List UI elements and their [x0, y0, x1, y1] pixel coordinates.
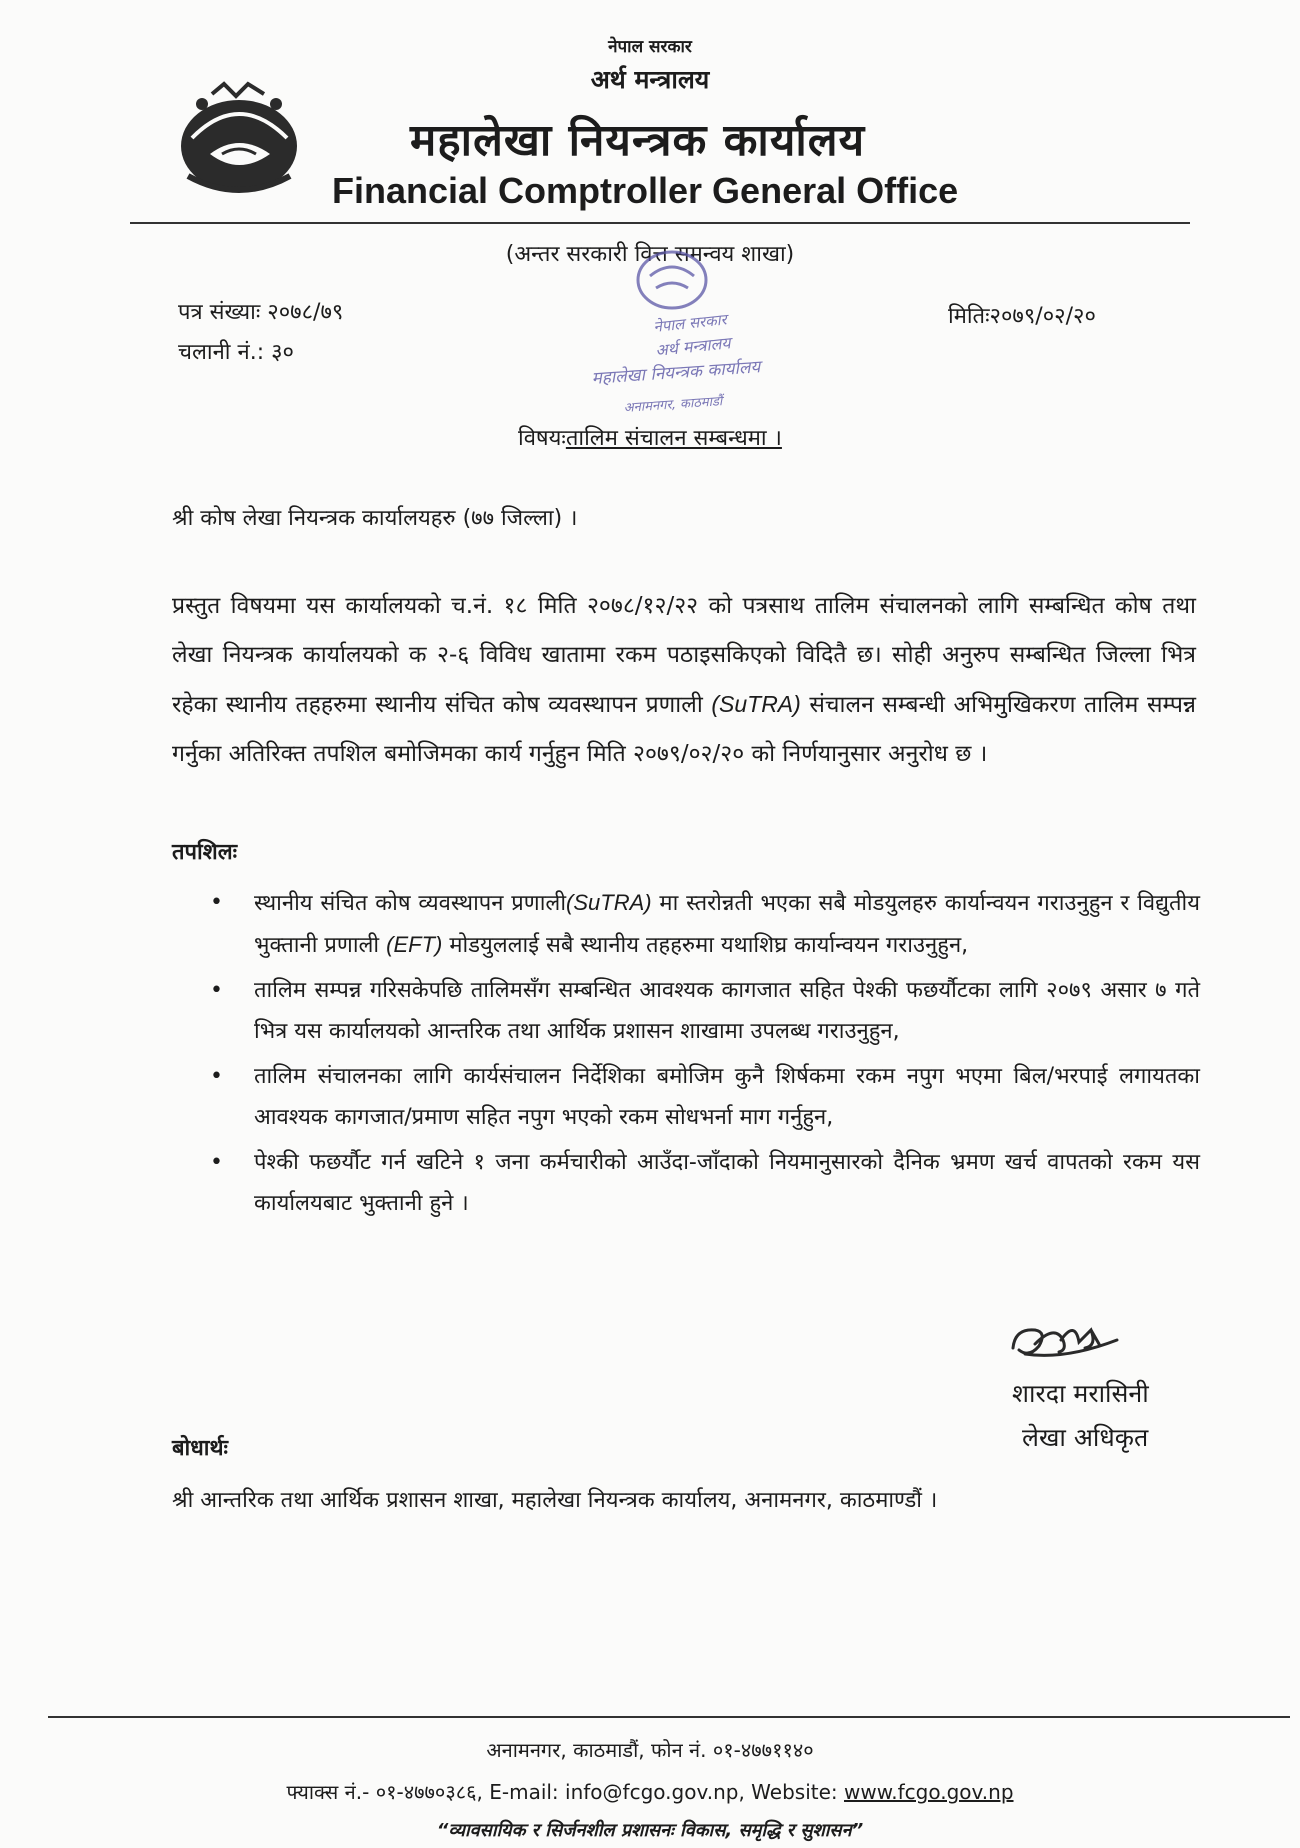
office-name-nepali: महालेखा नियन्त्रक कार्यालय	[410, 115, 866, 166]
stamp-line-1: नेपाल सरकार	[652, 310, 728, 336]
body-text-2: संचालन सम्बन्धी अभिमुखिकरण तालिम सम्पन्न गर्नुका अतिरिक्त तपशिल बमोजिमका कार्य गर्नुहुन मिति २०७९/०२/२० को निर्णयानुसार अनुरोध छ ।	[172, 692, 1196, 767]
bullet-icon: •	[210, 1150, 223, 1175]
dispatch-number: चलानी नं.: ३०	[178, 340, 294, 365]
sutra-acronym: (SuTRA)	[711, 691, 801, 717]
list-item	[210, 1056, 1200, 1138]
addressee: श्री कोष लेखा नियन्त्रक कार्यालयहरु (७७ जिल्ला) ।	[172, 506, 578, 531]
footer-address-phone: अनामनगर, काठमाडौं, फोन नं. ०१-४७७११४०	[486, 1738, 814, 1762]
footer-contact	[0, 1778, 1300, 1805]
signatory-name: शारदा मरासिनी	[1012, 1379, 1149, 1408]
body-paragraph	[172, 582, 1196, 779]
cc-recipient: श्री आन्तरिक तथा आर्थिक प्रशासन शाखा, महालेखा नियन्त्रक कार्यालय, अनामनगर, काठमाण्डौं ।	[172, 1488, 938, 1513]
office-name-english: Financial Comptroller General Office	[332, 170, 959, 211]
stamp-line-4: अनामनगर, काठमाडौं	[623, 394, 723, 416]
handwritten-signature	[1005, 1310, 1125, 1370]
letter-reference-number: पत्र संख्याः २०७८/७९	[178, 300, 344, 325]
eft-acronym: (EFT)	[386, 932, 443, 957]
details-heading: तपशिलः	[172, 840, 238, 865]
subject-line	[518, 422, 782, 452]
list-item	[210, 882, 1200, 966]
signatory-title: लेखा अधिकृत	[1022, 1423, 1149, 1452]
subject-value: तालिम संचालन सम्बन्धमा ।	[565, 426, 782, 451]
list-item-text: तालिम संचालनका लागि कार्यसंचालन निर्देशिका बमोजिम कुनै शिर्षकमा रकम नपुग भएमा बिल/भरपाई लगायतका आवश्यक कागजात/प्रमाण सहित नपुग भएको रकम सोधभर्ना माग गर्नुहुन,	[254, 1064, 1200, 1130]
stamp-line-2: अर्थ मन्त्रालय	[654, 333, 732, 360]
stamp-line-3: महालेखा नियन्त्रक कार्यालय	[590, 357, 761, 389]
government-name: नेपाल सरकार	[608, 37, 692, 57]
ministry-name: अर्थ मन्त्रालय	[590, 65, 710, 94]
list-item	[210, 970, 1200, 1052]
nepal-emblem-icon	[172, 80, 307, 200]
bullet-icon: •	[210, 1064, 223, 1089]
letter-date: मितिः२०७९/०२/२०	[948, 304, 1096, 329]
list-item	[210, 1142, 1200, 1224]
cc-heading: बोधार्थः	[172, 1436, 228, 1461]
body-text-1: प्रस्तुत विषयमा यस कार्यालयको च.नं. १८ मिति २०७८/१२/२२ को पत्रसाथ तालिम संचालनको लागि सम्बन्धित कोष तथा लेखा नियन्त्रक कार्यालयको क २-६ विविध खातामा रकम पठाइसकिएको विदितै छ। सोही अनुरुप सम्बन्धित जिल्ला भित्र रहेका स्थानीय तहहरुमा स्थानीय संचित कोष व्यवस्थापन प्रणाली	[172, 593, 1196, 718]
footer-divider	[48, 1716, 1290, 1718]
office-stamp	[580, 246, 780, 426]
bullet-icon: •	[210, 890, 223, 915]
list-item-text: पेश्की फछर्यौट गर्न खटिने १ जना कर्मचारीको आउँदा-जाँदाको नियमानुसारको दैनिक भ्रमण खर्च वापतको रकम यस कार्यालयबाट भुक्तानी हुने ।	[254, 1150, 1200, 1216]
list-item-text: तालिम सम्पन्न गरिसकेपछि तालिमसँग सम्बन्धित आवश्यक कागजात सहित पेश्की फछर्यौटका लागि २०७९ असार ७ गते भित्र यस कार्यालयको आन्तरिक तथा आर्थिक प्रशासन शाखामा उपलब्ध गराउनुहुन,	[254, 978, 1200, 1044]
header-divider	[130, 222, 1190, 224]
subject-label: विषयः	[518, 426, 566, 451]
branch-name: (अन्तर सरकारी वित्त समन्वय शाखा)	[505, 242, 795, 267]
list-item-text: मा स्तरोन्नती भएका सबै मोडयुलहरु कार्यान्वयन गराउनुहुन र विद्युतीय भुक्तानी प्रणाली	[254, 891, 1200, 958]
footer-fax-email: फ्याक्स नं.- ०१-४७७०३८६, E-mail: info@fcgo.gov.np, Website:	[286, 1780, 844, 1804]
details-list	[210, 882, 1200, 1228]
list-item-text: मोडयुललाई सबै स्थानीय तहहरुमा यथाशिघ्र कार्यान्वयन गराउनुहुन,	[442, 933, 969, 958]
list-item-text: स्थानीय संचित कोष व्यवस्थापन प्रणाली	[254, 891, 567, 916]
footer-motto: “व्यावसायिक र सिर्जनशील प्रशासनः विकास, समृद्धि र सुशासन”	[436, 1820, 864, 1841]
website-link[interactable]: www.fcgo.gov.np	[844, 1780, 1014, 1804]
sutra-acronym: (SuTRA)	[566, 890, 652, 915]
bullet-icon: •	[210, 978, 223, 1003]
